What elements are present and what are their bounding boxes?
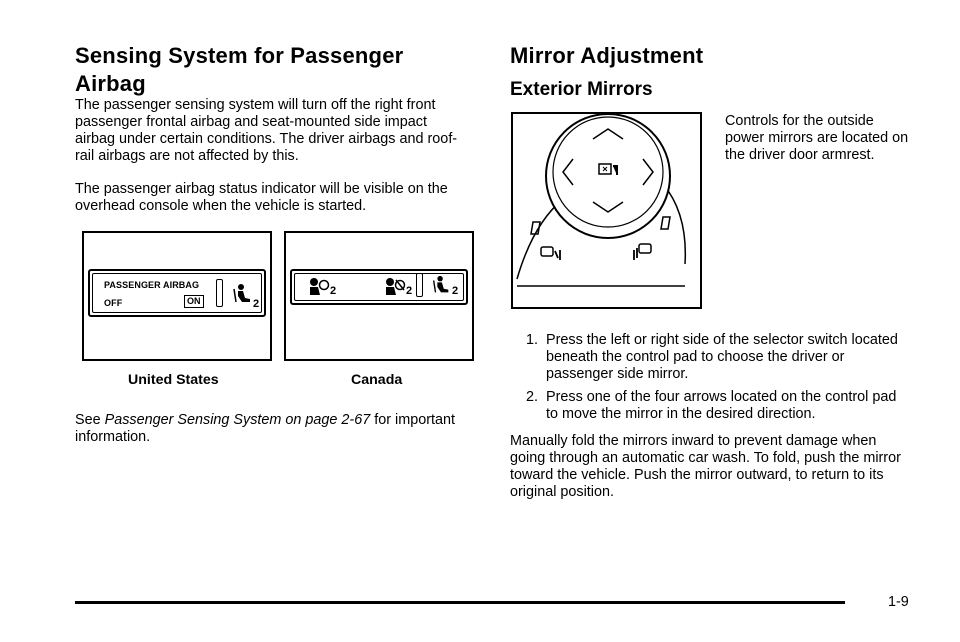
paragraph-mirror-controls: Controls for the outside power mirrors are located on the driver door armrest. bbox=[725, 113, 909, 163]
paragraph-fold-mirrors: Manually fold the mirrors inward to prevent damage when going through an automatic car wash. To fold, push the mirror toward the vehicle. Push the mirror outward, to return to its original position. bbox=[510, 433, 901, 500]
us-passenger-airbag-label: PASSENGER AIRBAG bbox=[104, 280, 200, 290]
list-item bbox=[510, 389, 910, 423]
figure-canada-indicator bbox=[284, 231, 474, 361]
step-text: Press one of the four arrows located on the control pad to move the mirror in the desired direction. bbox=[546, 389, 897, 422]
paragraph-see-reference bbox=[75, 412, 465, 446]
mirror-steps-list bbox=[510, 332, 910, 423]
figure-mirror-controls bbox=[511, 112, 702, 309]
see-prefix: See bbox=[75, 412, 105, 428]
passenger-sensing-link[interactable]: Passenger Sensing System on page 2-67 bbox=[104, 412, 371, 428]
step-text: Press the left or right side of the selector switch located beneath the control pad to choose the driver or passenger side mirror. bbox=[546, 332, 898, 382]
airbag-off-passenger-icon bbox=[382, 276, 406, 298]
us-icon-subscript: 2 bbox=[253, 298, 260, 310]
paragraph-status-indicator: The passenger airbag status indicator will be visible on the overhead console when the vehicle is started. bbox=[75, 181, 448, 214]
us-on-label: ON bbox=[184, 295, 204, 308]
caption-canada: Canada bbox=[351, 372, 403, 388]
list-item bbox=[510, 332, 910, 383]
canada-indicator-panel bbox=[290, 269, 468, 305]
seated-passenger-icon-canada bbox=[430, 275, 452, 297]
paragraph-sensing-system: The passenger sensing system will turn off the right front passenger frontal airbag and seat-mounted side impact airbag under certain conditions. The driver airbags and roof-rail airbags are not affected by this. bbox=[75, 97, 458, 164]
step-number: 2. bbox=[526, 389, 539, 405]
caption-united-states: United States bbox=[128, 372, 219, 388]
subsection-title-exterior-mirrors: Exterior Mirrors bbox=[510, 79, 653, 100]
step-number: 1. bbox=[526, 332, 539, 348]
us-off-label: OFF bbox=[104, 298, 123, 308]
footer-rule bbox=[75, 601, 845, 604]
section-title-passenger-airbag: Sensing System for Passenger Airbag bbox=[75, 43, 404, 96]
canada-icon2-subscript: 2 bbox=[406, 285, 413, 297]
canada-icon1-subscript: 2 bbox=[330, 285, 337, 297]
airbag-passenger-icon bbox=[306, 276, 330, 298]
us-indicator-panel bbox=[88, 269, 266, 317]
figure-us-indicator bbox=[82, 231, 272, 361]
canada-indicator-lamp bbox=[416, 273, 423, 297]
seated-passenger-icon bbox=[230, 283, 254, 307]
mirror-control-pad-illustration bbox=[513, 114, 700, 307]
see-suffix: for important information. bbox=[75, 412, 455, 445]
canada-icon3-subscript: 2 bbox=[452, 285, 459, 297]
section-title-mirror-adjustment: Mirror Adjustment bbox=[510, 43, 704, 68]
us-indicator-lamp bbox=[216, 279, 223, 307]
page-number: 1-9 bbox=[888, 594, 909, 610]
